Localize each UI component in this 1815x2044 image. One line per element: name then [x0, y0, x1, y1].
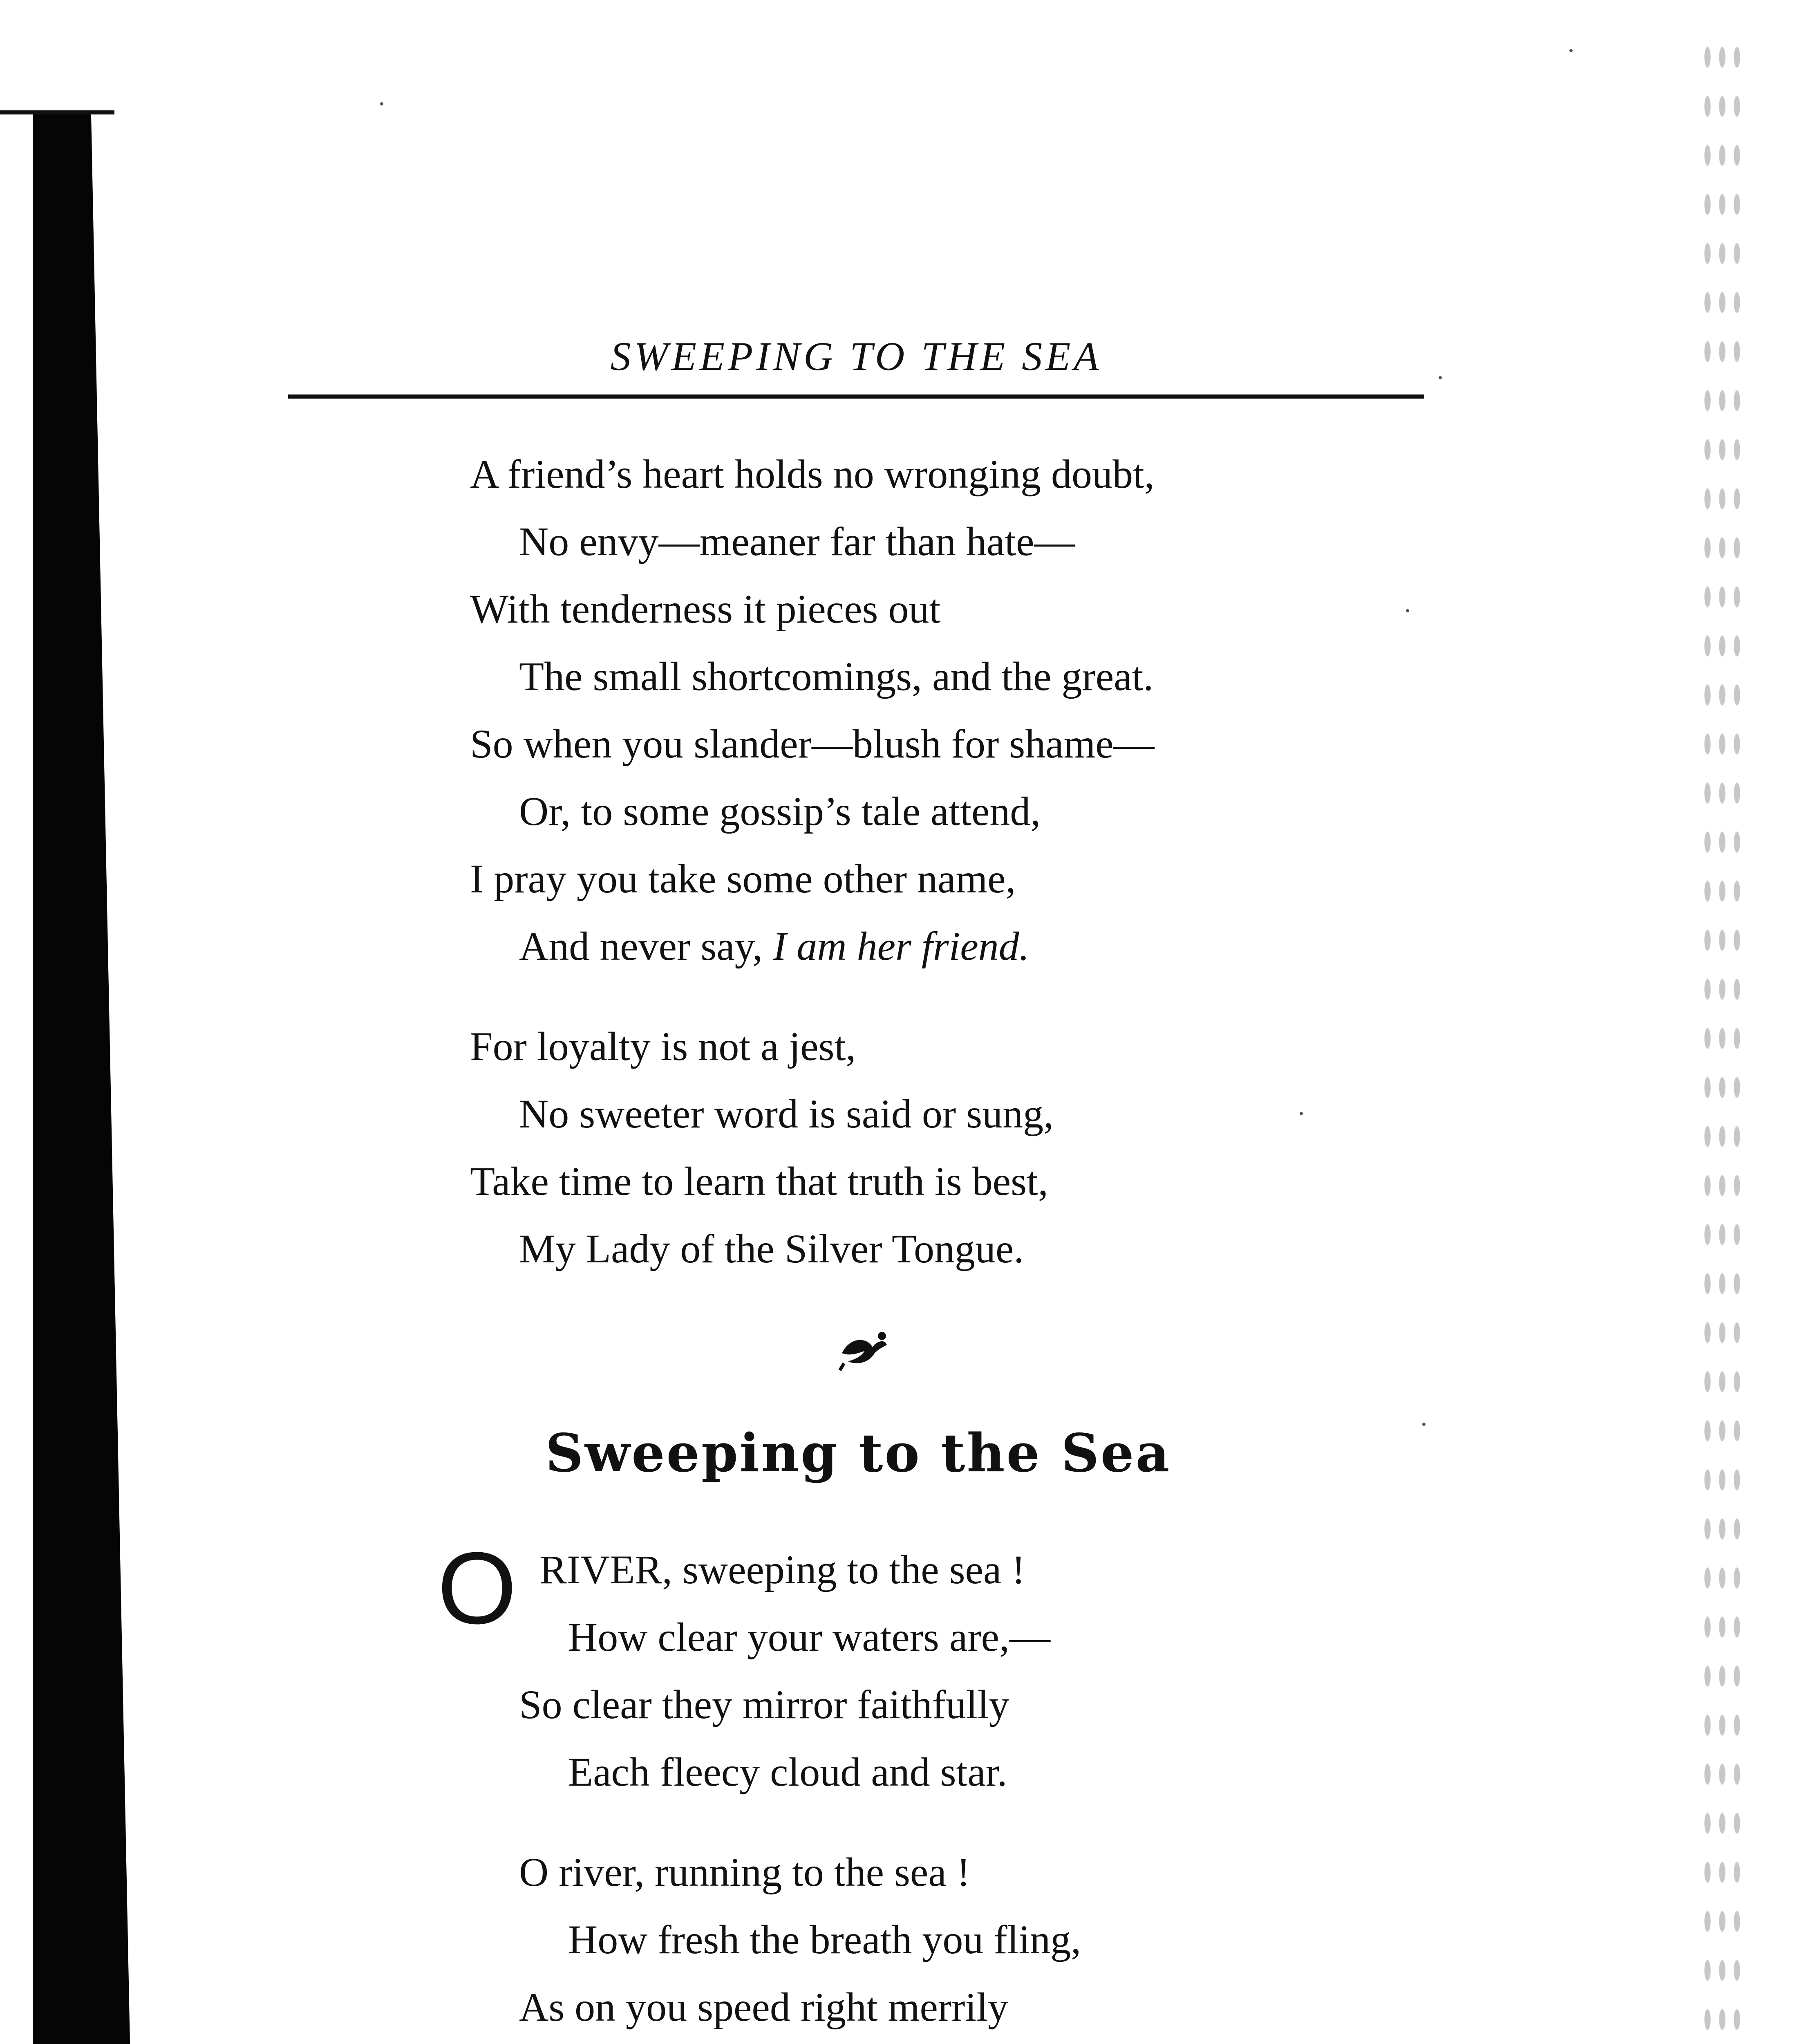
drop-cap: O	[437, 1531, 517, 1645]
poem-line: Or, to some gossip’s tale attend,	[519, 789, 1041, 834]
poem-line: Take time to learn that truth is best,	[470, 1159, 1048, 1204]
poem-line: O river, running to the sea !	[519, 1849, 971, 1895]
dust-speck	[380, 102, 383, 105]
poem-line: So clear they mirror faithfully	[519, 1682, 1009, 1727]
italic-phrase: I am her friend.	[773, 923, 1029, 969]
header-rule	[288, 394, 1424, 399]
poem-title: Sweeping to the Sea	[545, 1423, 1171, 1484]
dust-speck	[1300, 1112, 1303, 1115]
poem-line: My Lady of the Silver Tongue.	[519, 1226, 1024, 1271]
poem-line: With tenderness it pieces out	[470, 586, 941, 632]
fleuron-icon	[834, 1325, 891, 1374]
running-head: SWEEPING TO THE SEA	[610, 334, 1102, 379]
poem-line	[519, 922, 1029, 971]
poem-line: I pray you take some other name,	[470, 856, 1016, 901]
poem-line: The small shortcomings, and the great.	[519, 654, 1154, 699]
binding-edge	[0, 110, 114, 114]
poem-line: A friend’s heart holds no wronging doubt,	[470, 451, 1155, 497]
poem-line: RIVER, sweeping to the sea !	[539, 1547, 1025, 1592]
dust-speck	[1439, 376, 1442, 379]
poem-line-text: And never say,	[519, 923, 773, 969]
poem-line: As on you speed right merrily	[519, 1984, 1009, 2030]
poem-line: How clear your waters are,—	[568, 1614, 1051, 1660]
poem-line: No envy—meaner far than hate—	[519, 519, 1075, 564]
poem-line: Each fleecy cloud and star.	[568, 1749, 1007, 1795]
binding-shadow	[33, 110, 204, 2044]
poem-line: How fresh the breath you fling,	[568, 1917, 1081, 1962]
poem-line: So when you slander—blush for shame—	[470, 721, 1155, 766]
dust-speck	[1569, 49, 1573, 52]
page-edge-specks	[1700, 33, 1745, 2044]
dust-speck	[1422, 1423, 1426, 1426]
dust-speck	[1406, 609, 1409, 612]
poem-line: No sweeter word is said or sung,	[519, 1091, 1054, 1136]
poem-line: For loyalty is not a jest,	[470, 1024, 856, 1069]
